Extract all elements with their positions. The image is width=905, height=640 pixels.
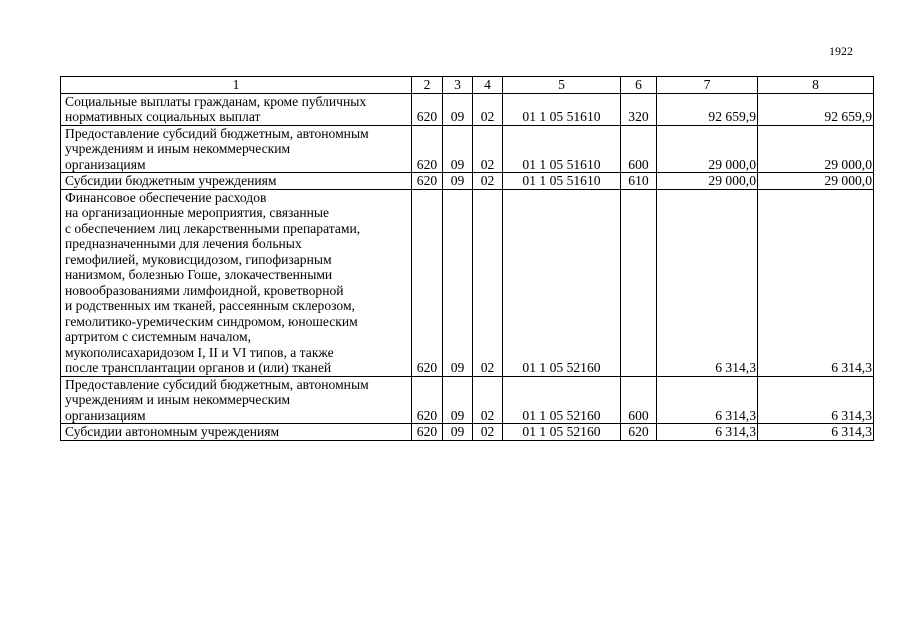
- header-cell: 6: [621, 77, 657, 94]
- header-cell: 8: [758, 77, 874, 94]
- table-row: [61, 93, 874, 125]
- amount-1: 29 000,0: [657, 125, 758, 173]
- expense-type-code: 620: [621, 424, 657, 441]
- ministry-code: 620: [412, 189, 443, 376]
- header-cell: 3: [443, 77, 473, 94]
- section-code: 09: [443, 189, 473, 376]
- ministry-code: 620: [412, 93, 443, 125]
- amount-1: 6 314,3: [657, 189, 758, 376]
- target-item-code: 01 1 05 51610: [503, 125, 621, 173]
- subsection-code: 02: [473, 376, 503, 424]
- ministry-code: 620: [412, 376, 443, 424]
- amount-1: 6 314,3: [657, 424, 758, 441]
- amount-2: 6 314,3: [758, 376, 874, 424]
- section-code: 09: [443, 173, 473, 190]
- subsection-code: 02: [473, 189, 503, 376]
- amount-1: 29 000,0: [657, 173, 758, 190]
- header-cell: 4: [473, 77, 503, 94]
- amount-1: 6 314,3: [657, 376, 758, 424]
- row-description: Предоставление субсидий бюджетным, автономным учреждениям и иным некоммерческим организациям: [61, 125, 412, 173]
- header-cell: 7: [657, 77, 758, 94]
- table-header-row: [61, 77, 874, 94]
- row-description: Субсидии бюджетным учреждениям: [61, 173, 412, 190]
- expense-type-code: 610: [621, 173, 657, 190]
- section-code: 09: [443, 376, 473, 424]
- ministry-code: 620: [412, 125, 443, 173]
- target-item-code: 01 1 05 52160: [503, 189, 621, 376]
- table-row: [61, 173, 874, 190]
- amount-2: 29 000,0: [758, 173, 874, 190]
- target-item-code: 01 1 05 51610: [503, 173, 621, 190]
- row-description: Субсидии автономным учреждениям: [61, 424, 412, 441]
- expense-type-code: 320: [621, 93, 657, 125]
- amount-2: 92 659,9: [758, 93, 874, 125]
- amount-2: 6 314,3: [758, 189, 874, 376]
- amount-1: 92 659,9: [657, 93, 758, 125]
- header-cell: 2: [412, 77, 443, 94]
- section-code: 09: [443, 424, 473, 441]
- expense-type-code: 600: [621, 376, 657, 424]
- row-description: Социальные выплаты гражданам, кроме публичных нормативных социальных выплат: [61, 93, 412, 125]
- table-row: [61, 189, 874, 376]
- budget-table: [60, 76, 874, 441]
- table-row: [61, 376, 874, 424]
- subsection-code: 02: [473, 173, 503, 190]
- subsection-code: 02: [473, 125, 503, 173]
- ministry-code: 620: [412, 424, 443, 441]
- section-code: 09: [443, 93, 473, 125]
- expense-type-code: [621, 189, 657, 376]
- header-cell: 1: [61, 77, 412, 94]
- ministry-code: 620: [412, 173, 443, 190]
- amount-2: 6 314,3: [758, 424, 874, 441]
- table-row: [61, 424, 874, 441]
- subsection-code: 02: [473, 93, 503, 125]
- target-item-code: 01 1 05 51610: [503, 93, 621, 125]
- target-item-code: 01 1 05 52160: [503, 376, 621, 424]
- row-description: Финансовое обеспечение расходов на организационные мероприятия, связанные с обеспечением лиц лекарственными препаратами, предназначенными для лечения больных гемофилией, муковисцидозом, гипофизарным нанизмом, болезнью Гоше, злокачественными новообразованиями лимфоидной, кроветворной и родственных им тканей, рассеянным склерозом, гемолитико-уремическим синдромом, юношеским артритом с системным началом, мукополисахаридозом I, II и VI типов, а также после трансплантации органов и (или) тканей: [61, 189, 412, 376]
- expense-type-code: 600: [621, 125, 657, 173]
- page-number: 1922: [829, 44, 853, 58]
- table-row: [61, 125, 874, 173]
- target-item-code: 01 1 05 52160: [503, 424, 621, 441]
- subsection-code: 02: [473, 424, 503, 441]
- header-cell: 5: [503, 77, 621, 94]
- section-code: 09: [443, 125, 473, 173]
- amount-2: 29 000,0: [758, 125, 874, 173]
- row-description: Предоставление субсидий бюджетным, автономным учреждениям и иным некоммерческим организациям: [61, 376, 412, 424]
